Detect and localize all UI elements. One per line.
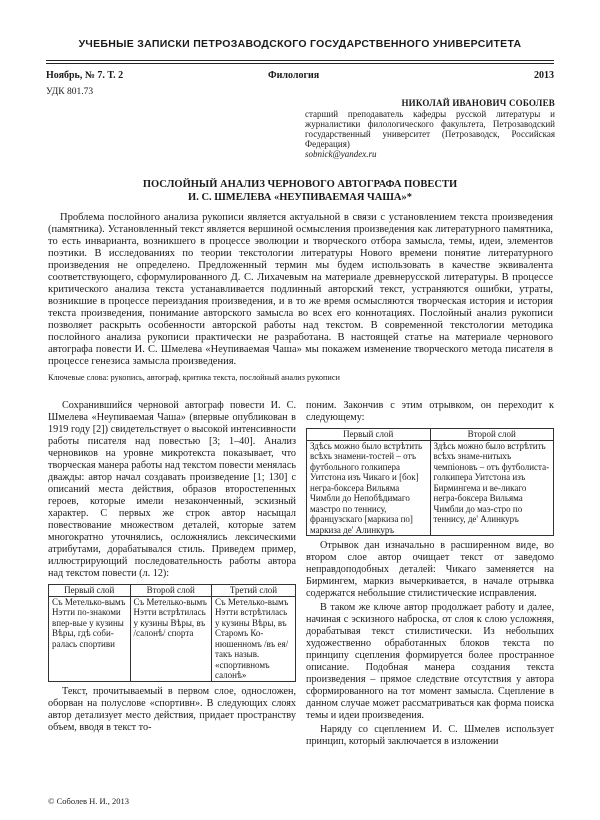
table-header: Третий слой [212,585,296,597]
keywords: Ключевые слова: рукопись, автограф, критика текста, послойный анализ рукописи [48,373,340,382]
table-cell: Здѣсь можно было встрѣтить всѣхъ знамени-тостей – отъ футбольного голкипера Уитстона изъ Чикаго и [бок] негра-боксера Вильяма Чимбли до Непобѣдимаго маэстро по теннису, французскаго [маркиза по] маркиза де' Алинкуръ [307,440,431,536]
table-cell: Съ Метелько-вымъ Нэтти встрѣтилась у кузины Вѣры, въ /салонѣ/ спорта [130,596,212,681]
table-header-row [307,429,554,441]
table-header: Первый слой [49,585,131,597]
copyright: © Соболев Н. И., 2013 [48,796,130,806]
header-rule-top [46,60,554,61]
table-row [49,596,296,681]
table-header: Второй слой [130,585,212,597]
author-name: НИКОЛАЙ ИВАНОВИЧ СОБОЛЕВ [401,98,555,108]
right-paragraph-0: поним. Закончив с этим отрывком, он переходит к следующему: [306,400,554,423]
table-header-row [49,585,296,597]
left-column [48,400,296,734]
article-title-line1: ПОСЛОЙНЫЙ АНАЛИЗ ЧЕРНОВОГО АВТОГРАФА ПОВЕСТИ [142,179,458,190]
table-cell: Съ Метелько-вымъ Нэтти по-знакоми впер-вые у кузины Вѣры, гдѣ соби-ралась спортиви [49,596,131,681]
author-email[interactable]: sobnick@yandex.ru [305,149,377,159]
author-position: старший преподаватель кафедры русской литературы и журналистики филологического факультета, Петрозаводский государственный университет (Петрозаводск, Российская Федерация) [305,109,555,149]
right-paragraph-2: В таком же ключе автор продолжает работу и далее, начиная с эскизного наброска, от слоя к слою усложняя, дорабатывая текст стилистически. Из небольших художественно обработанных блоков текста по принципу сцепления формируется более пространное описание. Подобная манера создания текста произведения – прямое следствие отсутствия у автора сформированного на тот момент замысла. Сцепление в данном случае может рассматриваться как форма поиска темы и идеи произведения. [306,602,554,721]
right-column [306,400,554,748]
right-paragraph-3: Наряду со сцеплением И. С. Шмелев использует принцип, который заключается в изложении [306,724,554,747]
right-paragraph-1: Отрывок дан изначально в расширенном виде, во втором слое автор очищает текст от заведомо неправдоподобных деталей: Чикаго заменяется на Бирмингем, маркиз вычеркивается, в начале отрывка содержатся небольшие стилистические исправления. [306,540,554,599]
header-rule-bottom [46,63,554,64]
table-row [307,440,554,536]
left-paragraph-2: Текст, прочитываемый в первом слое, односложен, оборван на полуслове «спортивн». В следующих слоях автор детализует место действия, придает пространству объем, вводя в текст то- [48,685,296,733]
article-title [46,178,554,204]
table-header: Второй слой [430,429,554,441]
left-paragraph-1: Сохранившийся черновой автограф повести И. С. Шмелева «Неупиваемая Чаша» (впервые опубликован в 1919 году [2]) свидетельствует о высокой интенсивности работы писателя над повестью [3; 1–40]. Анализ черновиков на уровне микротекста показывает, что творческая манера работы над текстом повести менялась дважды: автор начал создавать произведение [1; 130] с описаний места действия, образов второстепенных героев, которые имели незаконченный, эскизный характер. С первых же строк автор насыщал повествование множеством деталей, которые затем многократно уточнялись, осложнялись лексическими атрибутами, дорабатывался стиль. Приведем пример, иллюстрирующий последовательность работы автора над текстом повести (л. 12): [48,400,296,579]
journal-title: УЧЕБНЫЕ ЗАПИСКИ ПЕТРОЗАВОДСКОГО ГОСУДАРСТВЕННОГО УНИВЕРСИТЕТА [78,38,522,50]
issue-year: 2013 [534,70,554,81]
table-cell: Съ Метелько-вымъ Нэтти встрѣтилась у кузины Вѣры, въ Старомъ Ко-нюшенномъ /въ ея/ такъ назыв. «спортивномъ салонѣ» [212,596,296,681]
layers-table-2 [306,428,554,536]
layers-table-1 [48,584,296,682]
udk-code: УДК 801.73 [46,87,94,97]
abstract: Проблема послойного анализа рукописи является актуальной в связи с установлением текста произведения (памятника). Установленный текст является вершиной осмысления произведения как литературного памятника, то есть инварианта, возникшего в процессе эволюции и творческого отбора замысла, темы, идеи, элементов поэтики. В исследованиях по теории текстологии литературы Нового времени понятие литературного произведения не определено. Предложенный термин мы будем использовать в качестве эквивалента соответствующего, сформулированного Д. С. Лихачевым на материале древнерусской литературы. В процессе критического анализа текста устанавливается подлинный авторский текст, устраняются ошибки, утраты, возникшие в процессе переиздания произведения, и в то же время осмысляются творческая история и история текста произведения, понимание авторского замысла во всех его коннотациях. Послойный анализ рукописи позволяет раскрыть особенности авторской работы над текстом. В современной текстологии методика послойного анализа рукописи практически не разработана. В настоящей статье на материале чернового автографа повести И. С. Шмелева «Неупиваемая Чаша» мы покажем изменение творческого метода писателя в процессе генезиса замысла произведения. [48,212,553,367]
issue-section: Филология [268,70,320,81]
issue-date: Ноябрь, № 7. Т. 2 [46,70,124,81]
author-block [305,98,555,159]
article-title-line2: И. С. ШМЕЛЕВА «НЕУПИВАЕМАЯ ЧАША»* [188,192,412,203]
table-header: Первый слой [307,429,431,441]
table-cell: Здѣсь можно было встрѣтить всѣхъ знаме-нитыхъ чемпіоновъ – отъ футболиста-голкипера Уитстона изъ Бирмингема и ве-ликаго негра-боксера Вильяма Чимбли до маэ-стро по теннису, де' Алинкуръ [430,440,554,536]
